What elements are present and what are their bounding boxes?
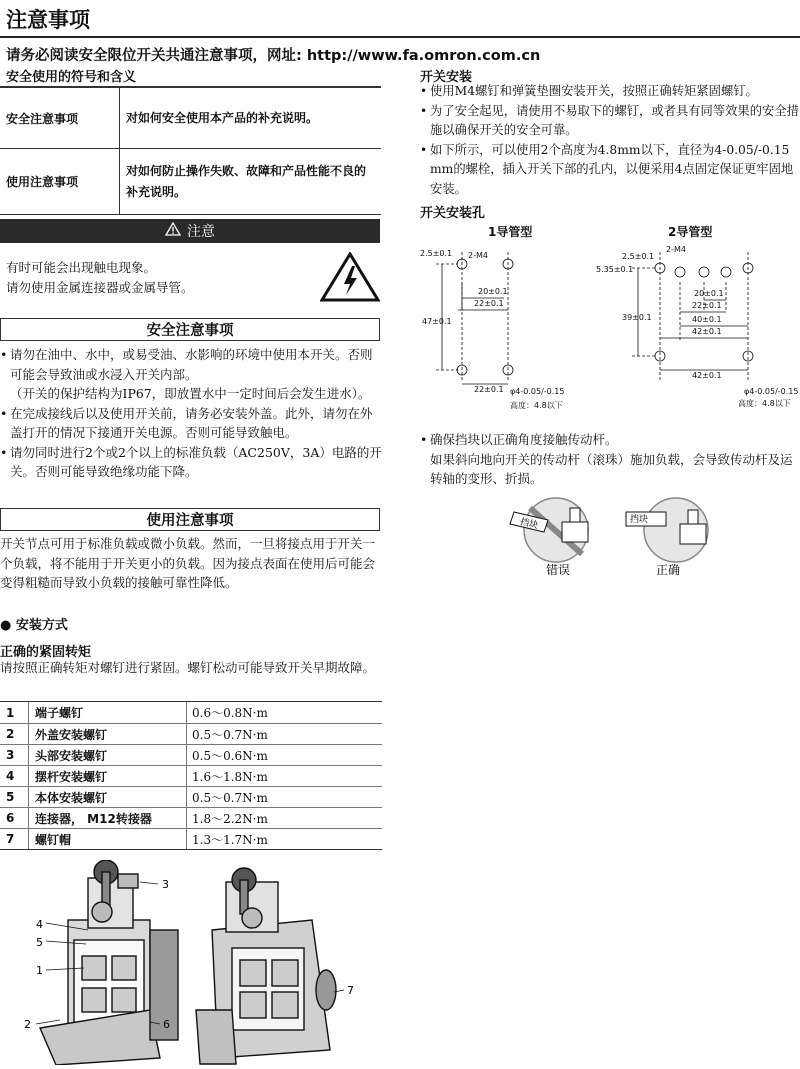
row-value: 0.6～0.8N·m xyxy=(186,702,382,723)
switch-mount-heading: 开关安装 xyxy=(420,70,473,85)
type1-dim-47: 47±0.1 xyxy=(422,317,452,326)
row-value: 1.3～1.7N·m xyxy=(186,829,382,849)
list-item: • 在完成接线后以及使用开关前，请务必安装外盖。此外，请勿在外盖打开的情况下接通开关电源。否则可能导致触电。 xyxy=(0,404,384,443)
caution-text xyxy=(6,258,316,297)
row-name: 本体安装螺钉 xyxy=(28,787,186,807)
symbols-row xyxy=(0,148,381,214)
dog-angle-diagram xyxy=(500,496,740,578)
callout-6: 6 xyxy=(163,1018,170,1031)
type1-dim-22b: 22±0.1 xyxy=(474,385,504,394)
table-row xyxy=(0,807,382,828)
callout-3: 3 xyxy=(162,878,169,891)
symbols-label: 使用注意事项 xyxy=(0,149,120,214)
row-number: 4 xyxy=(6,769,15,783)
page-title: 注意事项 xyxy=(6,8,90,32)
switch-image-angled xyxy=(196,868,336,1064)
type1-screw: 2-M4 xyxy=(468,251,488,260)
row-number: 1 xyxy=(6,705,15,720)
symbols-text: 对如何防止操作失败、故障和产品性能不良的补充说明。 xyxy=(126,163,367,199)
type2-dim-40: 40±0.1 xyxy=(692,315,722,324)
row-number: 6 xyxy=(6,811,15,825)
row-number: 5 xyxy=(6,790,15,804)
electric-shock-warning-icon xyxy=(320,252,380,302)
callout-1: 1 xyxy=(36,964,43,977)
caution-title: 注意 xyxy=(187,224,215,240)
torque-table xyxy=(0,701,382,850)
table-row xyxy=(0,702,382,723)
switch-image-front xyxy=(40,860,178,1065)
type2-dim-535: 5.35±0.1 xyxy=(596,265,634,274)
switch-illustration xyxy=(0,860,400,1065)
torque-heading: 正确的紧固转矩 xyxy=(0,645,92,660)
usage-heading: 使用注意事项 xyxy=(0,508,380,531)
row-name: 外盖安装螺钉 xyxy=(28,724,186,744)
type2-height: 高度：4.8以下 xyxy=(738,399,791,408)
caution-line: 请勿使用金属连接器或金属导管。 xyxy=(6,279,194,295)
row-name: 螺钉帽 xyxy=(28,829,186,849)
dog-text: 如果斜向地向开关的传动杆（滚珠）施加负载，会导致传动杆及运转轴的变形、折损。 xyxy=(430,451,793,486)
callout-5: 5 xyxy=(36,936,43,949)
dog-section xyxy=(420,430,800,489)
list-item: • 确保挡块以正确角度接触传动杆。 xyxy=(420,430,800,450)
row-value: 1.6～1.8N·m xyxy=(186,766,382,786)
right-label: 正确 xyxy=(656,563,681,577)
type2-screw: 2-M4 xyxy=(666,245,686,254)
symbols-text: 对如何安全使用本产品的补充说明。 xyxy=(126,110,319,125)
type1-height: 高度：4.8以下 xyxy=(510,401,563,410)
row-name: 端子螺钉 xyxy=(28,702,186,723)
symbols-heading: 安全使用的符号和含义 xyxy=(6,70,137,85)
type1-dim-20: 20±0.1 xyxy=(478,287,508,296)
row-value: 0.5～0.7N·m xyxy=(186,724,382,744)
caution-bar xyxy=(0,219,380,243)
row-value: 0.5～0.6N·m xyxy=(186,745,382,765)
mounting-hole-diagram xyxy=(418,222,800,414)
row-name: 头部安装螺钉 xyxy=(28,745,186,765)
type2-title: 2导管型 xyxy=(668,225,713,239)
wrong-block-label: 挡块 xyxy=(519,517,539,532)
right-diagram xyxy=(626,498,708,562)
callout-7: 7 xyxy=(347,984,354,997)
torque-text: 请按照正确转矩对螺钉进行紧固。螺钉松动可能导致开关早期故障。 xyxy=(0,660,376,675)
type2-dim-39: 39±0.1 xyxy=(622,313,652,322)
warning-triangle-icon xyxy=(165,222,181,240)
table-row xyxy=(0,786,382,807)
callout-4: 4 xyxy=(36,918,43,931)
wrong-diagram xyxy=(510,498,588,562)
type1-pin: φ4-0.05/-0.15 xyxy=(510,387,565,396)
table-row xyxy=(0,744,382,765)
table-row xyxy=(0,828,382,849)
symbols-table xyxy=(0,86,381,215)
list-item: • 使用M4螺钉和弹簧垫圈安装开关，按照正确转矩紧固螺钉。 xyxy=(420,82,800,102)
callout-2: 2 xyxy=(24,1018,31,1031)
type1-dim-22: 22±0.1 xyxy=(474,299,504,308)
type2-pin: φ4-0.05/-0.15 xyxy=(744,387,799,396)
table-row xyxy=(0,765,382,786)
caution-line: 有时可能会出现触电现象。 xyxy=(6,260,157,275)
install-heading xyxy=(0,614,68,633)
symbols-label: 安全注意事项 xyxy=(0,88,120,148)
row-number: 3 xyxy=(6,748,15,762)
safety-note: （开关的保护结构为IP67，即放置水中一定时间后会发生进水）。 xyxy=(10,386,371,401)
title-rule xyxy=(0,36,800,38)
row-name: 摆杆安装螺钉 xyxy=(28,766,186,786)
mounting-holes-heading: 开关安装孔 xyxy=(420,206,486,221)
symbols-row xyxy=(0,88,381,148)
table-row xyxy=(0,723,382,744)
type2-dim-22: 22±0.1 xyxy=(692,301,722,310)
list-item: • 请勿在油中、水中，或易受油、水影响的环境中使用本开关。否则可能会导致油或水浸入开关内部。 xyxy=(0,345,384,384)
wrong-label: 错误 xyxy=(546,563,571,577)
list-item: • 请勿同时进行2个或2个以上的标准负载（AC250V，3A）电路的开关。否则可能导致绝缘功能下降。 xyxy=(0,443,384,482)
row-name: 连接器， M12转接器 xyxy=(28,808,186,828)
install-heading-label: 安装方式 xyxy=(15,618,68,633)
list-item: • 如下所示，可以使用2个高度为4.8mm以下，直径为4-0.05/-0.15 mm的螺栓，插入开关下部的孔内，以便采用4点固定保证更牢固地安装。 xyxy=(420,141,800,200)
type2-dim-42b: 42±0.1 xyxy=(692,371,722,380)
type1-title: 1导管型 xyxy=(488,225,533,239)
type2-dim-42: 42±0.1 xyxy=(692,327,722,336)
row-value: 1.8～2.2N·m xyxy=(186,808,382,828)
safety-section xyxy=(0,345,384,482)
list-item: • 为了安全起见，请使用不易取下的螺钉，或者具有同等效果的安全措施以确保开关的安全可靠。 xyxy=(420,102,800,141)
right-block-label: 挡块 xyxy=(630,515,649,525)
row-number: 2 xyxy=(6,727,15,741)
bullet-dot-icon: ● xyxy=(0,618,12,633)
must-read-notice: 请务必阅读安全限位开关共通注意事项，网址: http://www.fa.omron.com.cn xyxy=(6,48,541,64)
type2-dim-20: 20±0.1 xyxy=(694,289,724,298)
type2-dim-top: 2.5±0.1 xyxy=(622,252,655,261)
row-number: 7 xyxy=(6,832,15,846)
safety-heading: 安全注意事项 xyxy=(0,318,380,341)
switch-mount-list xyxy=(420,82,800,199)
usage-text: 开关节点可用于标准负载或微小负载。然而，一旦将接点用于开关一个负载，将不能用于开关更小的负载。因为接点表面在使用后可能会变得粗糙而导致小负载的接触可靠性降低。 xyxy=(0,536,376,590)
type1-dim-top: 2.5±0.1 xyxy=(420,249,453,258)
row-value: 0.5～0.7N·m xyxy=(186,787,382,807)
